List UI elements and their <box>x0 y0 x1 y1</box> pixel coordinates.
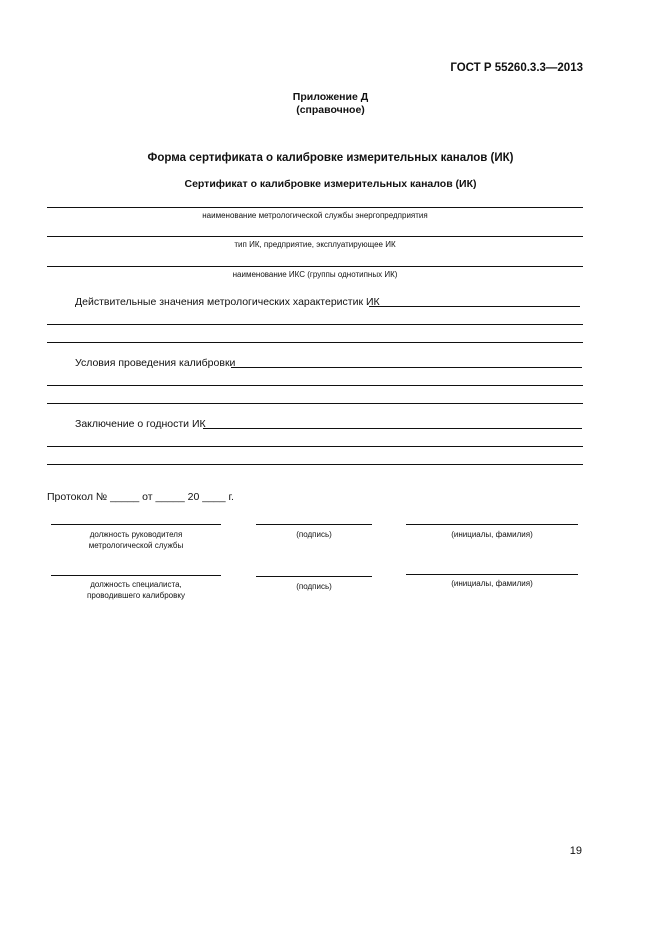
conditions-label: Условия проведения калибровки <box>75 357 236 369</box>
service-line <box>47 207 583 208</box>
channel-type-line <box>47 236 583 237</box>
conclusion-label: Заключение о годности ИК <box>75 418 206 430</box>
conclusion-line <box>203 428 582 429</box>
actual-values-line-2 <box>47 324 583 325</box>
standard-number: ГОСТ Р 55260.3.3—2013 <box>450 62 583 74</box>
specialist-initials-caption: (инициалы, фамилия) <box>451 579 533 588</box>
actual-values-label: Действительные значения метрологических характеристик ИК <box>75 296 380 308</box>
system-line <box>47 266 583 267</box>
channel-type-caption: тип ИК, предприятие, эксплуатирующее ИК <box>234 240 396 249</box>
specialist-signature-line <box>256 576 372 577</box>
head-position-caption <box>51 529 221 551</box>
specialist-caption-line-2: проводившего калибровку <box>87 591 185 600</box>
system-caption: наименование ИКС (группы однотипных ИК) <box>232 270 398 279</box>
head-position-caption-line-1: должность руководителя <box>89 530 183 539</box>
appendix-title: Приложение Д <box>292 91 369 103</box>
specialist-signature-caption: (подпись) <box>296 582 332 591</box>
specialist-position-line <box>51 575 221 576</box>
head-position-line <box>51 524 221 525</box>
actual-values-line <box>369 306 580 307</box>
specialist-caption-line-1: должность специалиста, <box>90 580 182 589</box>
conclusion-line-2 <box>47 446 583 447</box>
page-number: 19 <box>569 845 582 857</box>
head-initials-caption: (инициалы, фамилия) <box>451 530 533 539</box>
form-title: Форма сертификата о калибровке измерительных каналов (ИК) <box>147 152 514 164</box>
specialist-initials-line <box>406 574 578 575</box>
head-signature-caption: (подпись) <box>296 530 332 539</box>
conditions-line-3 <box>47 403 583 404</box>
actual-values-line-3 <box>47 342 583 343</box>
appendix-note: (справочное) <box>296 104 365 116</box>
certificate-title: Сертификат о калибровке измерительных каналов (ИК) <box>184 178 477 190</box>
head-position-caption-line-2: метрологической службы <box>88 541 184 550</box>
protocol-line: Протокол № _____ от _____ 20 ____ г. <box>47 491 234 503</box>
head-signature-line <box>256 524 372 525</box>
conditions-line <box>231 367 582 368</box>
head-initials-line <box>406 524 578 525</box>
service-caption: наименование метрологической службы энергопредприятия <box>202 211 428 220</box>
conclusion-line-3 <box>47 464 583 465</box>
specialist-position-caption <box>51 579 221 601</box>
conditions-line-2 <box>47 385 583 386</box>
